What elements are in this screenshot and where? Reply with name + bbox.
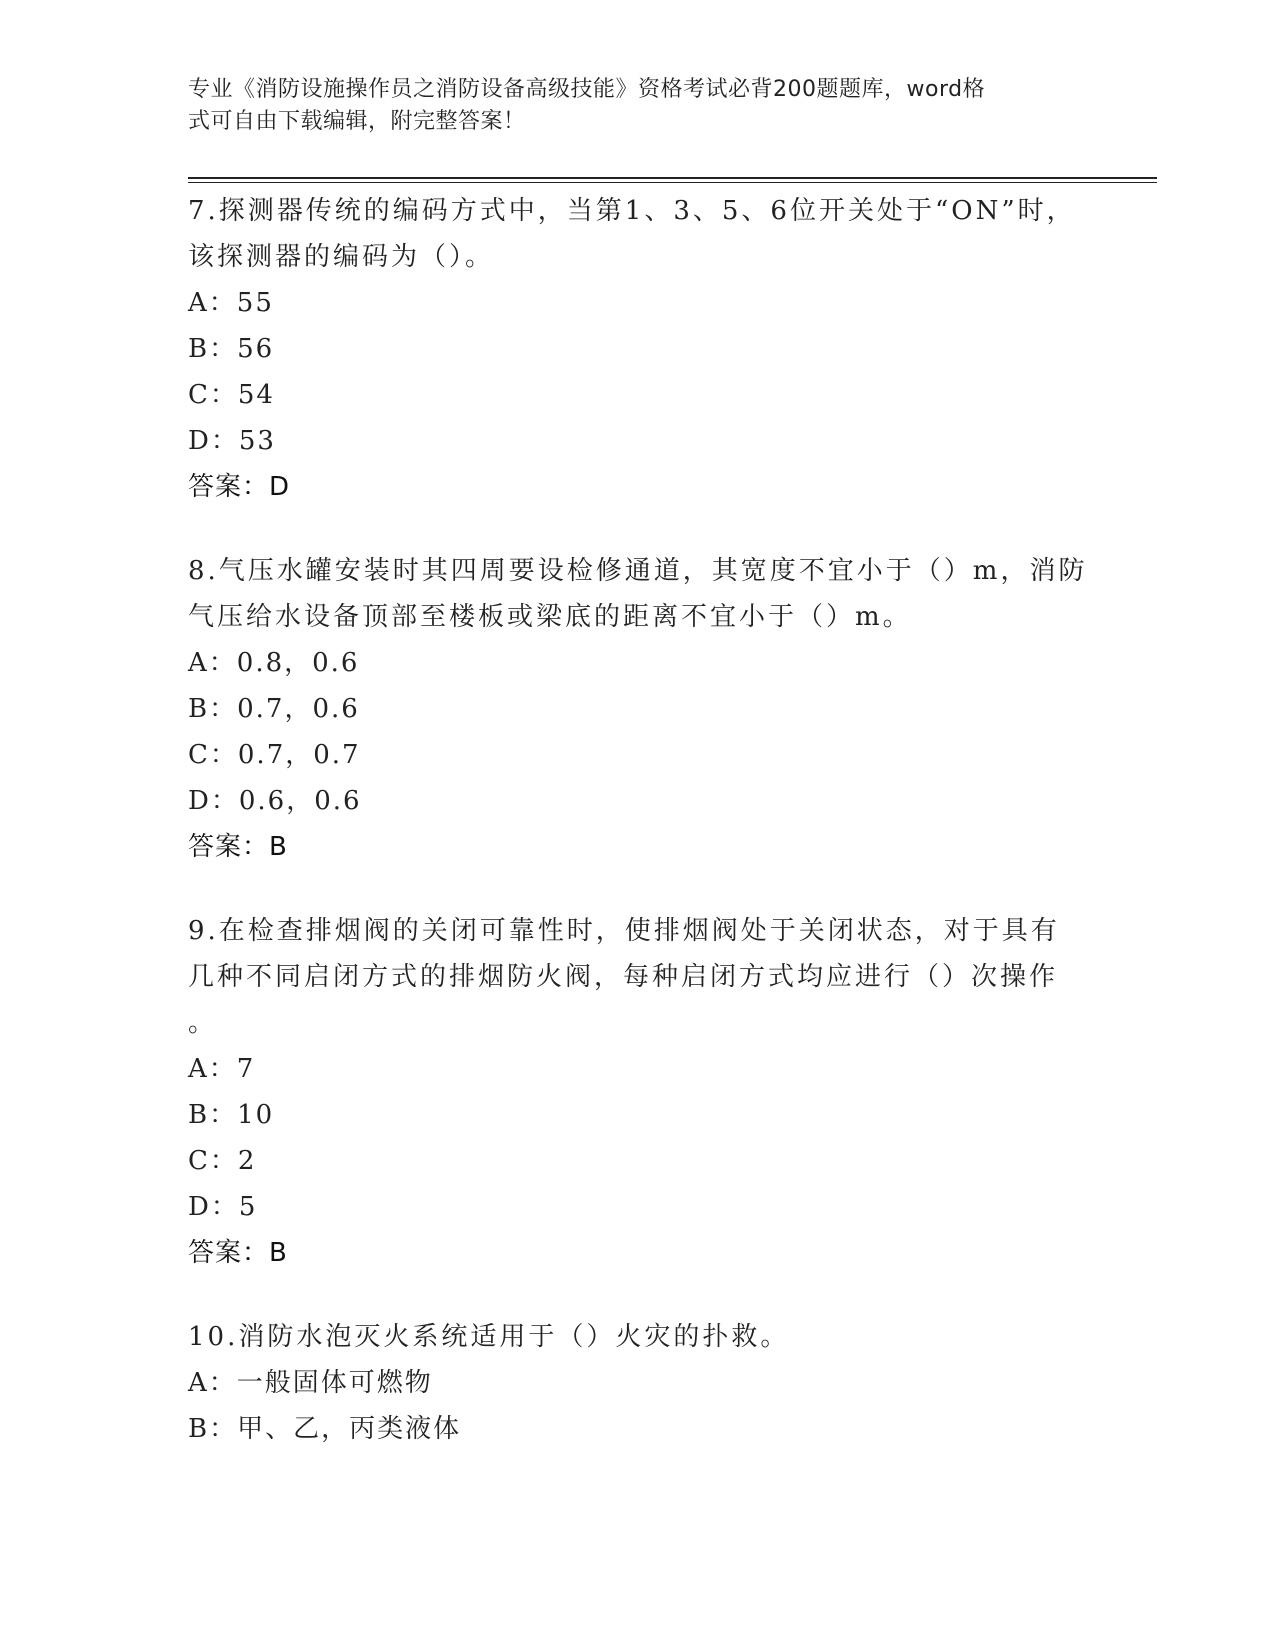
option-d: D：0.6，0.6 — [188, 786, 362, 816]
question-stem-line: 该探测器的编码为（）。 — [188, 242, 495, 272]
option-b: B：甲、乙，丙类液体 — [188, 1414, 462, 1444]
option-a: A：55 — [188, 288, 274, 318]
question-stem-line: 几种不同启闭方式的排烟防火阀，每种启闭方式均应进行（）次操作 — [188, 962, 1059, 992]
question-8 — [188, 548, 1088, 870]
option-a: A：7 — [188, 1054, 256, 1084]
question-stem-line: 7.探测器传统的编码方式中，当第1、3、5、6位开关处于“ON”时， — [188, 196, 1076, 226]
question-stem-line: 8.气压水罐安装时其四周要设检修通道，其宽度不宜小于（）m，消防 — [188, 556, 1088, 586]
header-line-2: 式可自由下载编辑，附完整答案！ — [188, 109, 526, 134]
option-b: B：10 — [188, 1100, 275, 1130]
question-7 — [188, 188, 1088, 510]
option-a: A：一般固体可燃物 — [188, 1368, 433, 1398]
question-list — [188, 188, 1088, 1490]
header-divider-thick — [188, 177, 1157, 179]
question-stem-line: 。 — [188, 1008, 218, 1038]
question-stem-line: 9.在检查排烟阀的关闭可靠性时，使排烟阀处于关闭状态，对于具有 — [188, 916, 1060, 946]
option-d: D：5 — [188, 1192, 258, 1222]
answer-line: 答案：B — [188, 1238, 288, 1268]
header-line-1: 专业《消防设施操作员之消防设备高级技能》资格考试必背200题题库，word格 — [188, 77, 986, 102]
document-header — [188, 74, 1068, 138]
question-9 — [188, 908, 1088, 1276]
answer-line: 答案：B — [188, 832, 288, 862]
question-stem-line: 气压给水设备顶部至楼板或梁底的距离不宜小于（）m。 — [188, 602, 912, 632]
option-c: C：54 — [188, 380, 275, 410]
option-a: A：0.8，0.6 — [188, 648, 360, 678]
question-10 — [188, 1314, 1088, 1452]
question-stem-line: 10.消防水泡灭火系统适用于（）火灾的扑救。 — [188, 1322, 790, 1352]
option-b: B：0.7，0.6 — [188, 694, 360, 724]
option-c: C：0.7，0.7 — [188, 740, 361, 770]
option-d: D：53 — [188, 426, 276, 456]
option-c: C：2 — [188, 1146, 257, 1176]
answer-line: 答案：D — [188, 472, 291, 502]
header-divider-thin — [188, 182, 1157, 183]
option-b: B：56 — [188, 334, 275, 364]
